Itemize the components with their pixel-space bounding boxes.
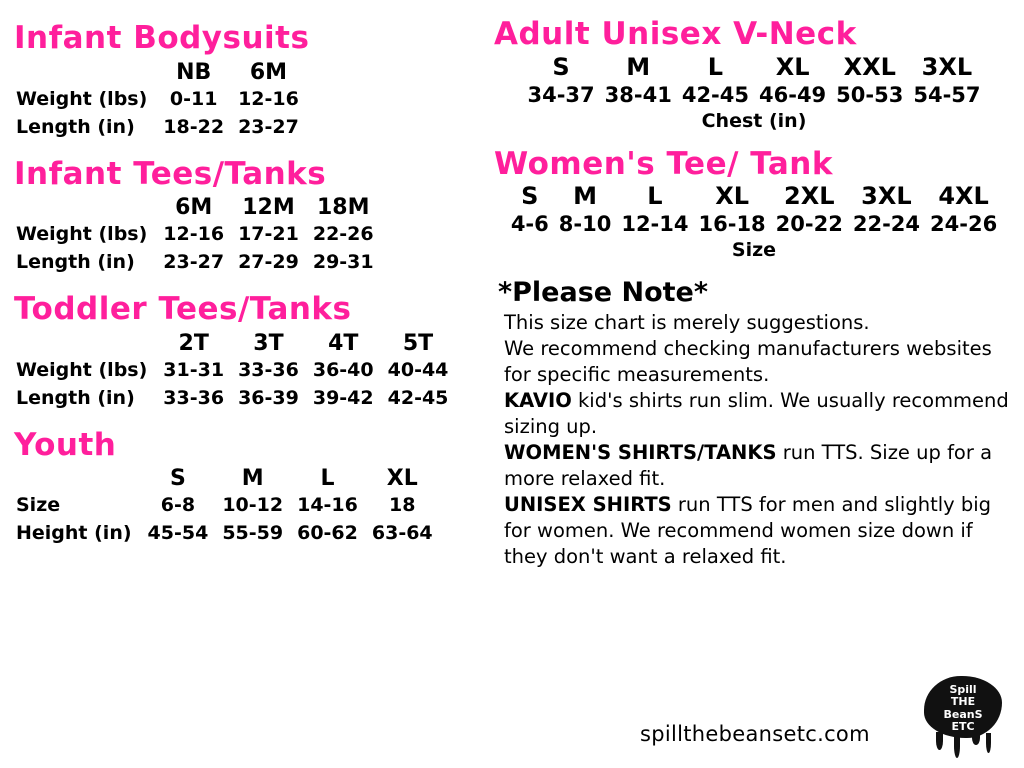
column-header: 3XL bbox=[861, 182, 912, 211]
corner-blank bbox=[14, 192, 156, 221]
right-column bbox=[494, 18, 1014, 571]
column-header: 3XL bbox=[921, 52, 973, 81]
section-title-infant-tees-tanks: Infant Tees/Tanks bbox=[14, 155, 327, 192]
column-header: XL bbox=[715, 182, 749, 211]
section-title-toddler-tees-tanks: Toddler Tees/Tanks bbox=[14, 291, 352, 328]
column-header: S bbox=[169, 466, 186, 492]
table-row bbox=[14, 357, 455, 385]
note-line: for specific measurements. bbox=[504, 363, 770, 386]
logo-line-1: Spill bbox=[949, 683, 977, 696]
cell: 14-16 bbox=[297, 494, 358, 517]
cell: 45-54 bbox=[147, 522, 209, 545]
note-body bbox=[504, 311, 1014, 570]
cell: 36-40 bbox=[312, 358, 374, 381]
column-header: L bbox=[647, 182, 663, 211]
cell: 46-49 bbox=[759, 82, 827, 107]
table-row bbox=[506, 212, 1002, 236]
note-line-kavio bbox=[504, 389, 1014, 414]
row-label: Weight (lbs) bbox=[16, 358, 148, 381]
column-header: M bbox=[573, 182, 597, 211]
cell: 42-45 bbox=[387, 386, 449, 409]
column-header: XL bbox=[775, 52, 810, 81]
column-header: 18M bbox=[316, 195, 370, 221]
cell: 38-41 bbox=[604, 82, 672, 107]
table-row bbox=[14, 520, 440, 548]
logo-text bbox=[924, 684, 1002, 733]
brand-logo bbox=[924, 676, 1008, 760]
note-line: We recommend checking manufacturers websites bbox=[504, 337, 992, 361]
logo-line-4: ETC bbox=[951, 719, 975, 733]
cell: 39-42 bbox=[312, 386, 374, 409]
cell: 36-39 bbox=[238, 386, 299, 409]
corner-blank bbox=[14, 57, 156, 86]
left-column bbox=[14, 22, 484, 564]
logo-drip bbox=[986, 733, 991, 753]
column-header: 12M bbox=[242, 195, 295, 221]
cell: 33-36 bbox=[238, 358, 299, 381]
note-line-womens bbox=[504, 441, 1014, 466]
column-header: M bbox=[241, 466, 264, 492]
cell: 16-18 bbox=[698, 212, 766, 237]
cell: 22-26 bbox=[312, 223, 374, 246]
cell: 12-14 bbox=[621, 212, 689, 237]
column-header: 5T bbox=[402, 330, 434, 356]
table-infant-bodysuits bbox=[14, 57, 306, 142]
note-text: run TTS for men and slightly big bbox=[671, 492, 992, 516]
column-header: M bbox=[626, 52, 651, 81]
column-header: 6M bbox=[175, 195, 213, 221]
column-header: 2T bbox=[178, 330, 209, 356]
note-emph-kavio: KAVIO bbox=[504, 388, 572, 412]
cell: 18 bbox=[389, 494, 416, 517]
cell: 40-44 bbox=[387, 358, 449, 381]
row-label: Weight (lbs) bbox=[16, 223, 148, 246]
row-label: Height (in) bbox=[16, 522, 132, 545]
column-header: 3T bbox=[253, 330, 284, 356]
note-title: *Please Note* bbox=[498, 277, 708, 309]
section-adult-unisex-vneck bbox=[494, 18, 1014, 132]
column-header: S bbox=[552, 52, 570, 81]
table-womens-tee-tank bbox=[506, 182, 1002, 236]
please-note-block bbox=[494, 277, 1014, 570]
section-title-youth: Youth bbox=[14, 426, 117, 463]
cell: 6-8 bbox=[160, 494, 196, 517]
column-header: 4T bbox=[328, 330, 359, 356]
section-youth bbox=[14, 426, 484, 549]
logo-line-2: THE bbox=[950, 695, 976, 709]
section-infant-tees-tanks bbox=[14, 155, 484, 278]
corner-blank bbox=[14, 328, 156, 357]
row-label: Weight (lbs) bbox=[16, 87, 148, 110]
note-line: they don't want a relaxed fit. bbox=[504, 544, 787, 568]
cell: 23-27 bbox=[163, 251, 225, 274]
cell: 22-24 bbox=[852, 212, 921, 237]
table-header-row bbox=[14, 57, 306, 86]
table-toddler-tees-tanks bbox=[14, 328, 455, 413]
cell: 63-64 bbox=[371, 522, 433, 545]
cell: 34-37 bbox=[527, 82, 595, 107]
table-row bbox=[14, 114, 306, 142]
cell: 29-31 bbox=[312, 251, 374, 274]
cell: 24-26 bbox=[930, 212, 998, 237]
cell: 54-57 bbox=[913, 82, 981, 107]
section-title-adult-unisex-vneck: Adult Unisex V-Neck bbox=[494, 16, 857, 52]
note-line: This size chart is merely suggestions. bbox=[504, 311, 870, 335]
column-header: L bbox=[707, 52, 724, 81]
website-url[interactable]: spillthebeansetc.com bbox=[640, 722, 870, 746]
column-header: 2XL bbox=[784, 182, 835, 211]
note-emph-womens: WOMEN'S SHIRTS/TANKS bbox=[504, 440, 777, 464]
logo-line-3: BeanS bbox=[943, 707, 983, 721]
cell: 33-36 bbox=[163, 386, 225, 409]
table-header-row bbox=[14, 192, 381, 221]
column-header: S bbox=[521, 182, 539, 211]
table-row bbox=[14, 385, 455, 413]
note-text: run TTS. Size up for a bbox=[776, 440, 993, 464]
column-header: 6M bbox=[249, 59, 288, 85]
cell: 12-16 bbox=[238, 87, 299, 110]
cell: 18-22 bbox=[163, 115, 225, 138]
table-row bbox=[14, 86, 306, 114]
cell: 60-62 bbox=[297, 522, 358, 545]
note-emph-unisex: UNISEX SHIRTS bbox=[504, 492, 672, 516]
table-header-row bbox=[14, 463, 440, 492]
note-line: for women. We recommend women size down if bbox=[504, 518, 973, 542]
cell: 31-31 bbox=[163, 358, 225, 381]
cell: 20-22 bbox=[775, 212, 843, 237]
table-header-row bbox=[506, 182, 1002, 212]
table-header-row bbox=[14, 328, 455, 357]
table-row bbox=[14, 221, 381, 249]
corner-blank bbox=[14, 463, 141, 492]
table-infant-tees-tanks bbox=[14, 192, 381, 277]
section-title-womens-tee-tank: Women's Tee/ Tank bbox=[494, 145, 833, 182]
column-header: XXL bbox=[843, 52, 896, 81]
cell: 42-45 bbox=[681, 82, 749, 107]
row-label: Length (in) bbox=[16, 251, 135, 274]
column-header: L bbox=[320, 466, 335, 492]
row-label: Length (in) bbox=[16, 115, 135, 138]
cell: 50-53 bbox=[836, 82, 904, 107]
column-header: XL bbox=[386, 466, 418, 492]
table-header-row bbox=[522, 53, 985, 83]
cell: 17-21 bbox=[238, 223, 299, 246]
section-toddler-tees-tanks bbox=[14, 293, 484, 413]
column-header: 4XL bbox=[938, 182, 989, 211]
cell: 55-59 bbox=[222, 522, 284, 545]
note-line: sizing up. bbox=[504, 414, 598, 438]
section-infant-bodysuits bbox=[14, 22, 484, 142]
table-row bbox=[14, 492, 440, 520]
cell: 23-27 bbox=[238, 115, 299, 138]
cell: 27-29 bbox=[238, 251, 299, 274]
table-row bbox=[14, 249, 381, 277]
table-caption-chest: Chest (in) bbox=[701, 109, 807, 132]
logo-drip bbox=[954, 734, 960, 758]
logo-drip bbox=[936, 732, 943, 750]
table-caption-size: Size bbox=[731, 239, 777, 262]
note-line: more relaxed fit. bbox=[504, 466, 666, 490]
cell: 8-10 bbox=[558, 212, 612, 237]
column-header: NB bbox=[176, 59, 212, 85]
note-text: kid's shirts run slim. We usually recommend bbox=[571, 388, 1009, 412]
section-womens-tee-tank bbox=[494, 145, 1014, 262]
cell: 12-16 bbox=[163, 223, 225, 246]
table-youth bbox=[14, 463, 440, 548]
table-row bbox=[522, 83, 985, 107]
section-title-infant-bodysuits: Infant Bodysuits bbox=[14, 20, 310, 56]
row-label: Size bbox=[16, 494, 61, 517]
table-adult-unisex-vneck bbox=[522, 53, 985, 107]
cell: 4-6 bbox=[510, 212, 549, 237]
cell: 0-11 bbox=[169, 87, 218, 110]
cell: 10-12 bbox=[222, 494, 284, 517]
note-line-unisex bbox=[504, 493, 1014, 518]
row-label: Length (in) bbox=[16, 386, 135, 409]
